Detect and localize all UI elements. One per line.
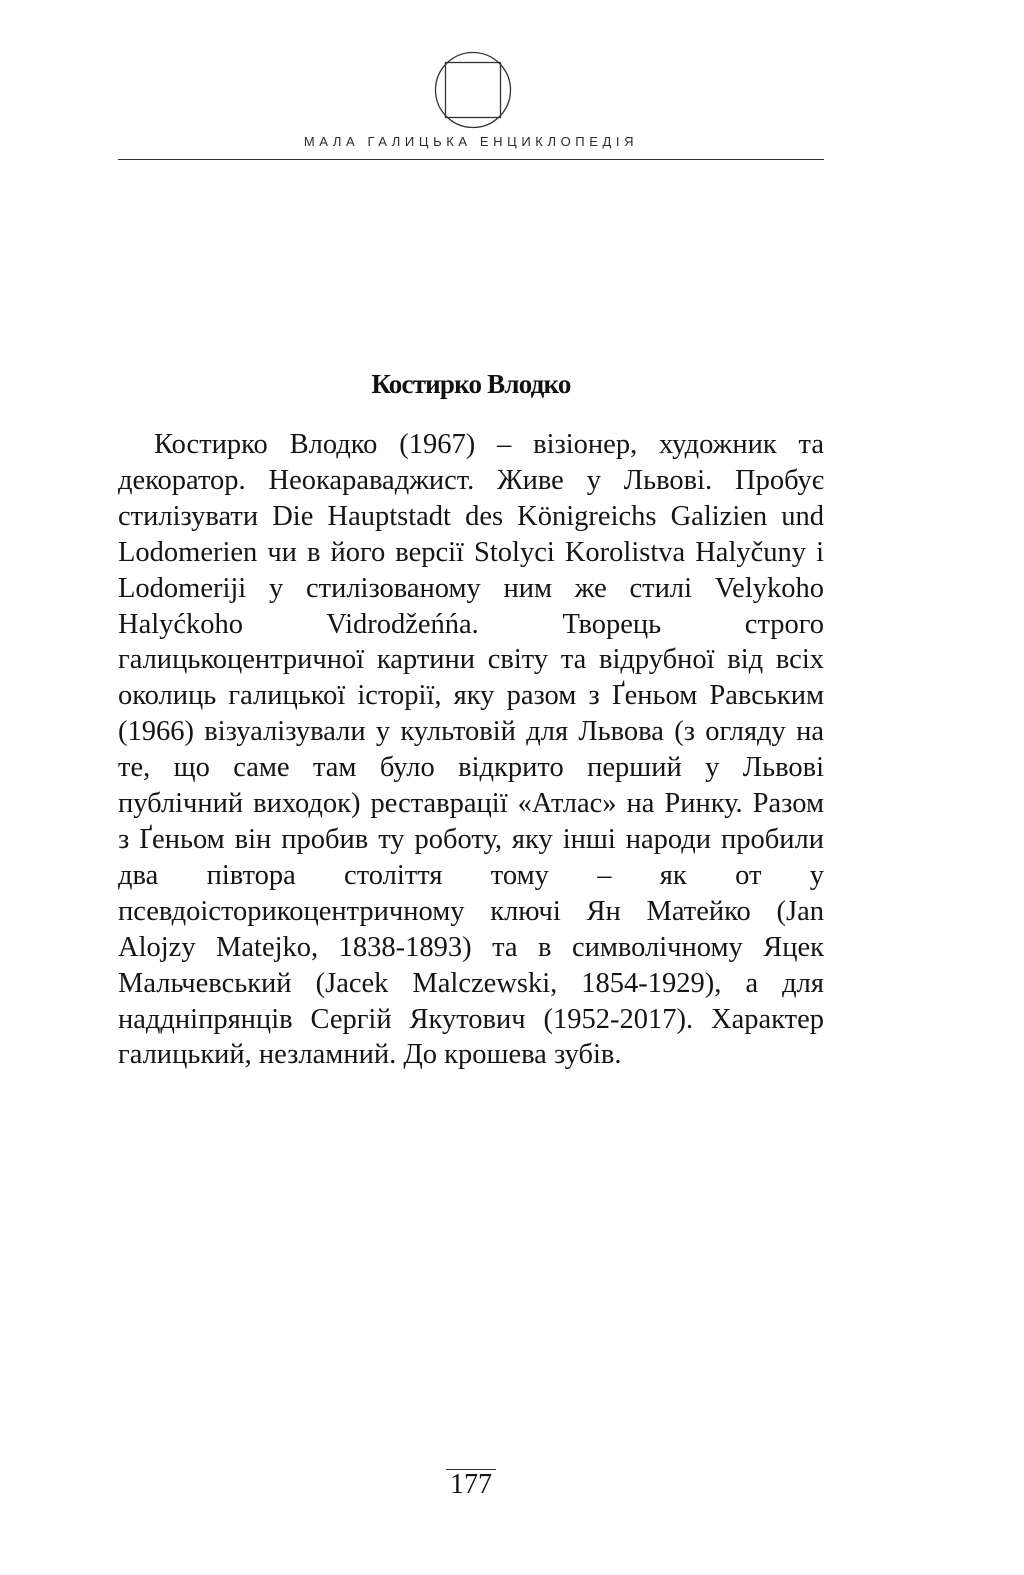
circle-square-emblem-icon (434, 51, 512, 129)
series-title: МАЛА ГАЛИЦЬКА ЕНЦИКЛОПЕДІЯ (303, 134, 639, 149)
article-title: Костирко Влодко (371, 369, 571, 400)
page-number: 177 (450, 1469, 492, 1500)
header-rule (118, 159, 824, 160)
article-body: Костирко Влодко (1967) – візіонер, художник та декоратор. Неокараваджист. Живе у Львові. Пробує стилізувати Die Hauptstadt des Königreichs Galizien und Lodomerien чи в його версії Stolyci Korolistva Halyčuny і Lodomeriji у стилізованому ним же стилі Velykoho Halyćkoho Vidrodžeńńa. Творець строго галицькоцентричної картини світу та відрубної від всіх околиць галицької історії, яку разом з Ґеньом Равським (1966) візуалізували у культовій для Львова (з огляду на те, що саме там було відкрито перший у Львові публічний виходок) реставрації «Атлас» на Ринку. Разом з Ґеньом він пробив ту роботу, яку інші народи пробили два півтора століття тому – як от у псевдоісторикоцентричному ключі Ян Матейко (Jan Alojzy Matejko, 1838-1893) та в символічному Яцек Мальчевський (Jacek Malczewski, 1854-1929), а для наддніпрянців Сергій Якутович (1952-2017). Характер галицький, незламний. До крошева зубів. (118, 429, 824, 1071)
